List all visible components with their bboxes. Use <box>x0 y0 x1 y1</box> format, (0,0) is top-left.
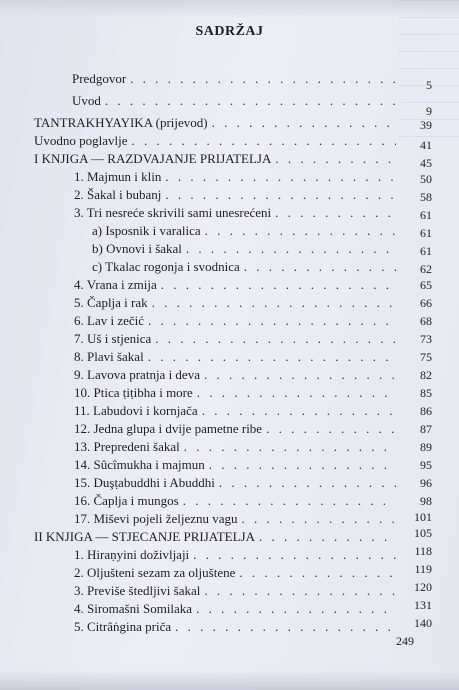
toc-entry-label: 1. Hiraṇyini doživljaji <box>74 547 190 562</box>
toc-entry-label: 12. Jedna glupa i dvije pametne ribe <box>74 421 263 436</box>
toc-entry-page: 66 <box>420 296 432 310</box>
toc-entry <box>74 418 396 436</box>
leader-dots <box>148 313 396 328</box>
toc-entry-label: II KNJIGA — STJECANJE PRIJATELJA <box>34 529 256 544</box>
toc-entry <box>74 490 396 508</box>
toc-entry <box>72 90 396 108</box>
toc-entry <box>34 148 396 166</box>
toc-entry <box>74 436 396 454</box>
toc-entry <box>72 68 396 86</box>
toc-entry-page: 82 <box>420 368 432 382</box>
toc-entry <box>74 616 396 634</box>
toc-entry <box>34 112 396 130</box>
toc-entry-label: 14. Sûcîmukha i majmun <box>74 457 205 472</box>
leader-dots <box>186 241 396 256</box>
toc-entry-page: 65 <box>420 278 432 292</box>
toc-entry-page: 118 <box>414 544 432 558</box>
toc-entry-label: 3. Tri nesreće skrivili sami unesrećeni <box>74 205 272 220</box>
leader-dots <box>197 385 396 400</box>
toc-entry-label: I KNJIGA — RAZDVAJANJE PRIJATELJA <box>34 151 272 166</box>
toc-entry-page: 89 <box>420 440 432 454</box>
toc-entry-label: TANTRAKHYAYIKA (prijevod) <box>34 115 208 130</box>
toc-entry-label: 6. Lav i zečić <box>74 313 145 328</box>
toc-entry-page: 131 <box>414 598 432 612</box>
toc-entry-page: 9 <box>426 104 432 118</box>
toc-entry-label: 15. Duşṭabuddhi i Abuddhi <box>74 475 215 490</box>
toc-entry-page: 50 <box>420 172 432 186</box>
leader-dots <box>202 403 396 418</box>
page-title: SADRŽAJ <box>195 24 264 39</box>
leader-dots <box>204 367 396 382</box>
toc-entry <box>74 472 396 490</box>
toc-entry-page: 85 <box>420 386 432 400</box>
toc-entry-page: 39 <box>420 118 432 132</box>
toc-entry-label: 9. Lavova pratnja i deva <box>74 367 200 382</box>
toc-entry-label: Uvodno poglavlje <box>34 133 128 148</box>
leader-dots <box>244 259 396 274</box>
leader-dots <box>204 583 396 598</box>
toc-entry <box>74 166 396 184</box>
page-number: 249 <box>396 634 414 648</box>
toc-entry-page: 68 <box>420 314 432 328</box>
toc-entry-page: 61 <box>420 226 432 240</box>
leader-dots <box>132 133 396 148</box>
toc-entry-label: Uvod <box>72 93 101 108</box>
toc-entry-page: 95 <box>420 458 432 472</box>
toc-entry-label: Predgovor <box>72 71 127 86</box>
toc-entry <box>74 346 396 364</box>
toc-entry <box>74 274 396 292</box>
page-bottom-shade <box>0 670 459 690</box>
toc-entry-label: c) Tkalac rogonja i svodnica <box>92 259 240 274</box>
toc-entry <box>92 238 396 256</box>
leader-dots <box>165 169 396 184</box>
toc-entry-label: 16. Čaplja i mungos <box>74 493 179 508</box>
leader-dots <box>105 93 396 108</box>
toc-entry <box>74 382 396 400</box>
toc-entry-label: a) Isposnik i varalica <box>92 223 201 238</box>
toc-entry-label: 8. Plavi šakal <box>74 349 144 364</box>
toc-entry <box>74 202 396 220</box>
toc-entry-page: 140 <box>414 616 432 630</box>
toc-entry <box>74 562 396 580</box>
leader-dots <box>209 457 396 472</box>
leader-dots <box>275 151 396 166</box>
toc-entry-page: 41 <box>420 138 432 152</box>
toc-entry-page: 86 <box>420 404 432 418</box>
toc-entry-label: 5. Citrâṅgina priča <box>74 619 172 634</box>
leader-dots <box>183 493 396 508</box>
toc-entry-label: b) Ovnovi i šakal <box>92 241 182 256</box>
leader-dots <box>239 565 396 580</box>
toc-entry-page: 87 <box>420 422 432 436</box>
leader-dots <box>193 547 396 562</box>
toc-entry-page: 45 <box>420 156 432 170</box>
toc-entry-page: 98 <box>420 494 432 508</box>
leader-dots <box>175 619 396 634</box>
leader-dots <box>196 601 396 616</box>
leader-dots <box>266 421 396 436</box>
toc-entry-label: 11. Labudovi i kornjača <box>74 403 198 418</box>
toc-entry-label: 4. Siromašni Somilaka <box>74 601 193 616</box>
toc-entry <box>92 256 396 274</box>
toc-entry-page: 101 <box>414 510 432 524</box>
toc-entry-page: 75 <box>420 350 432 364</box>
leader-dots <box>242 511 396 526</box>
leader-dots <box>130 71 396 86</box>
toc-entry <box>92 220 396 238</box>
toc-entry-label: 1. Majmun i klin <box>74 169 162 184</box>
toc-entry <box>74 184 396 202</box>
leader-dots <box>212 115 396 130</box>
toc-entry-label: 7. Uš i stjenica <box>74 331 152 346</box>
toc-entry <box>74 400 396 418</box>
leader-dots <box>148 349 396 364</box>
toc-entry-label: 2. Oljušteni sezam za oljuštene <box>74 565 236 580</box>
toc-entry <box>74 454 396 472</box>
toc-entry-label: 10. Ptica ṭiṭibha i more <box>74 385 193 400</box>
toc-entry <box>74 292 396 310</box>
leader-dots <box>165 187 396 202</box>
toc-entry-page: 96 <box>420 476 432 490</box>
toc-entry-page: 119 <box>414 562 432 576</box>
toc-entry <box>74 364 396 382</box>
leader-dots <box>152 295 396 310</box>
toc-entry <box>74 598 396 616</box>
leader-dots <box>219 475 396 490</box>
toc-entry-label: 13. Prepredeni šakal <box>74 439 180 454</box>
leader-dots <box>155 331 396 346</box>
toc-entry-label: 4. Vrana i zmija <box>74 277 157 292</box>
toc-entry-page: 73 <box>420 332 432 346</box>
toc-entry <box>34 130 396 148</box>
toc-entry <box>74 544 396 562</box>
toc-entry-page: 120 <box>414 580 432 594</box>
toc-entry <box>74 328 396 346</box>
leader-dots <box>184 439 396 454</box>
toc-entry-label: 5. Čaplja i rak <box>74 295 148 310</box>
toc-entry <box>74 310 396 328</box>
toc-entry <box>74 580 396 598</box>
toc-entry <box>74 508 396 526</box>
leader-dots <box>275 205 396 220</box>
toc-entry-label: 3. Previše štedljivi šakal <box>74 583 201 598</box>
toc-entry-page: 58 <box>420 190 432 204</box>
toc-entry-page: 62 <box>420 262 432 276</box>
toc-entry-label: 17. Miševi pojeli željeznu vagu <box>74 511 238 526</box>
toc-entry-page: 5 <box>426 78 432 92</box>
toc-entry-label: 2. Šakal i bubanj <box>74 187 162 202</box>
toc-entry-page: 61 <box>420 208 432 222</box>
toc-entry-page: 105 <box>414 526 432 540</box>
toc-entry <box>34 526 396 544</box>
leader-dots <box>205 223 396 238</box>
leader-dots <box>259 529 396 544</box>
toc-entry-page: 61 <box>420 244 432 258</box>
leader-dots <box>161 277 396 292</box>
